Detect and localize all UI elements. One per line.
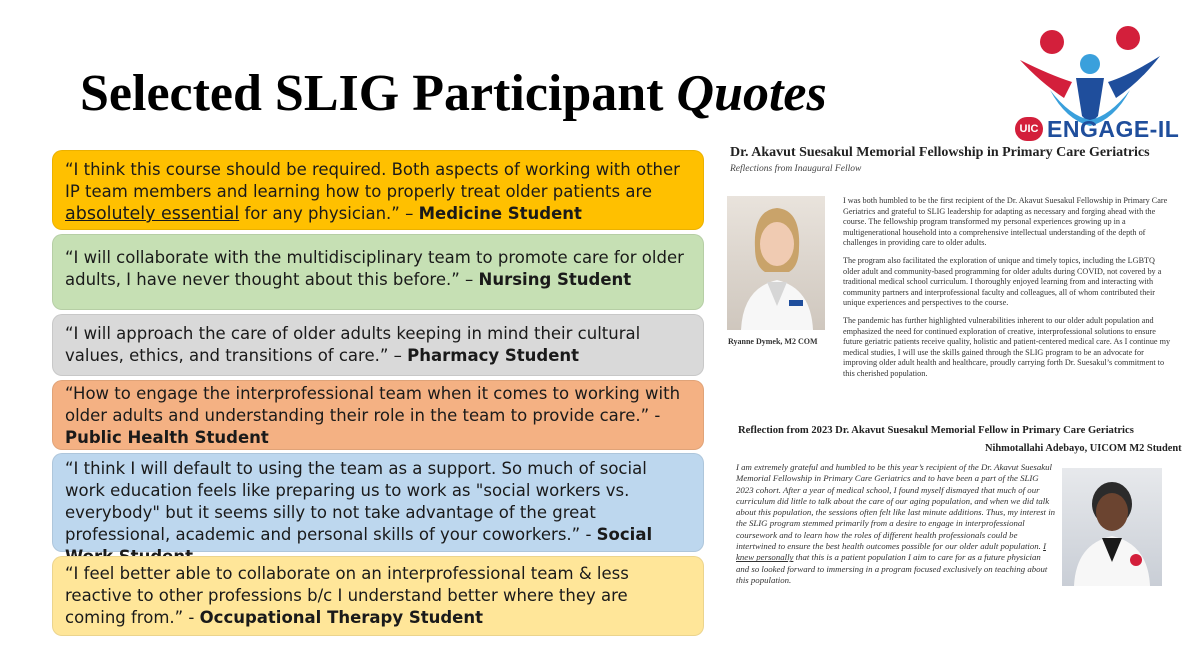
- quote-attribution: Occupational Therapy Student: [199, 608, 484, 627]
- quote-box-pharmacy: [52, 314, 704, 376]
- letter-text-end: that this is a patient population I aim to care for as a future physician and so looked forward to immersing in a program focused exclusively on teaching about this population.: [736, 552, 1048, 585]
- logo-figure-arms-right: [1108, 56, 1160, 98]
- person-photo-icon: [1062, 468, 1162, 586]
- fellowship1-subheading: Reflections from Inaugural Fellow: [730, 164, 862, 174]
- quote-text: “How to engage the interprofessional team when it comes to working with older adults and understanding their role in the team to provide care.” -: [65, 384, 681, 425]
- logo-figure-head-right: [1116, 26, 1140, 50]
- letter-text: I am extremely grateful and humbled to be this year’s recipient of the Dr. Akavut Suesakul Memorial Fellowship in Primary Care Geriatrics and to have been a part of the SLIG 2023 cohort. After a year of medical school, I found myself dismayed that much of our curriculum did little to talk about the care of our aging population, and when we did talk about this population, the sessions often felt like last minute additions. Thus, my interest in the SLIG program stemmed primarily from a desire to engage in interprofessional coursework and to learn how the roles of different health professionals could be intertwined to ensure the best health outcomes possible for our older adult population.: [736, 462, 1056, 552]
- fellow-photo-ryanne: [727, 196, 825, 330]
- letter-paragraph: The program also facilitated the exploration of unique and timely topics, including the LGBTQ older adult and community-based programming for older adults during COVID, not covered by a traditional medical school curriculum. I thoroughly enjoyed learning from and interacting with community partners and interprofessional faculty and colleagues, all of whom contributed their unique experiences and perspectives to the course.: [843, 255, 1162, 308]
- quote-box-social-work: [52, 453, 704, 552]
- logo-wordmark: [1015, 115, 1185, 143]
- quote-box-occupational-therapy: [52, 556, 704, 636]
- fellowship1-heading: Dr. Akavut Suesakul Memorial Fellowship in Primary Care Geriatrics: [730, 145, 1150, 160]
- quote-box-medicine: [52, 150, 704, 230]
- title-main: Selected SLIG Participant: [80, 65, 677, 122]
- quote-attribution: Public Health Student: [65, 428, 269, 447]
- quote-text: “I will collaborate with the multidisciplinary team to promote care for older adults, I have never thought about this before.” –: [65, 248, 684, 289]
- fellow-photo-caption: Ryanne Dymek, M2 COM: [728, 337, 818, 346]
- logo-figure-arms-left: [1020, 60, 1072, 98]
- quote-text: “I think this course should be required. Both aspects of working with other IP team members and learning how to properly treat older patients are: [65, 160, 680, 201]
- quote-attribution: Social: [596, 525, 653, 544]
- fellow-photo-nihmotallahi: [1062, 468, 1162, 586]
- quote-attribution: Medicine Student: [418, 204, 582, 223]
- quote-emphasis: absolutely essential: [65, 204, 240, 224]
- slide-title: [80, 64, 980, 123]
- quote-attribution: Nursing Student: [478, 270, 632, 289]
- fellowship2-letter: [736, 462, 1056, 586]
- quote-text: “I think I will default to using the team as a support. So much of social work education feels like preparing us to work as "social workers vs. everybody" but it seems silly to not take advantage of the great professional, academic and personal skills of your coworkers.” -: [65, 459, 647, 544]
- quote-text-end: for any physician.” –: [239, 204, 419, 223]
- letter-paragraph: The pandemic has further highlighted vulnerabilities inherent to our older adult population and emphasized the need for continued exploration of creative, interprofessional solutions to ensure future geriatric patients receive quality, holistic and patient-centered medical care. As I continue my medical studies, I will use the skills gained through the SLIG program to be an advocate for improving older adult health and healthcare, proudly carrying forth Dr. Suesakul’s commitment to this cherished population.: [843, 315, 1171, 378]
- title-emphasis: Quotes: [676, 65, 827, 122]
- logo-figure-head-center: [1080, 54, 1100, 74]
- letter-paragraph: I was both humbled to be the first recipient of the Dr. Akavut Suesakul Fellowship in Primary Care Geriatrics and grateful to SLIG leadership for adapting as necessary and forging ahead with the course. The fellowship program transformed my personal experiences growing up in a multigenerational household into a comprehensive intellectual understanding of the depth of challenges in providing care to older adults.: [843, 196, 1168, 248]
- logo-figure-head-left: [1040, 30, 1064, 54]
- fellowship1-letter: [843, 196, 1173, 387]
- quote-text: “I will approach the care of older adults keeping in mind their cultural values, ethics, and transitions of care.” –: [65, 324, 641, 365]
- uic-badge: UIC: [1015, 117, 1043, 141]
- person-photo-icon: [727, 196, 825, 330]
- quote-box-public-health: [52, 380, 704, 450]
- quote-attribution: Pharmacy Student: [407, 346, 580, 365]
- quote-box-nursing: [52, 234, 704, 310]
- quote-text: “I feel better able to collaborate on an interprofessional team & less reactive to other professions b/c I understand better where they are coming from.” -: [65, 564, 629, 627]
- letter-text-underlined: I knew personally: [736, 541, 1046, 563]
- engage-il-wordmark: ENGAGE-IL: [1047, 115, 1180, 142]
- fellowship2-heading: Reflection from 2023 Dr. Akavut Suesakul Memorial Fellow in Primary Care Geriatrics: [738, 425, 1134, 436]
- fellowship2-author: Nihmotallahi Adebayo, UICOM M2 Student: [985, 443, 1182, 454]
